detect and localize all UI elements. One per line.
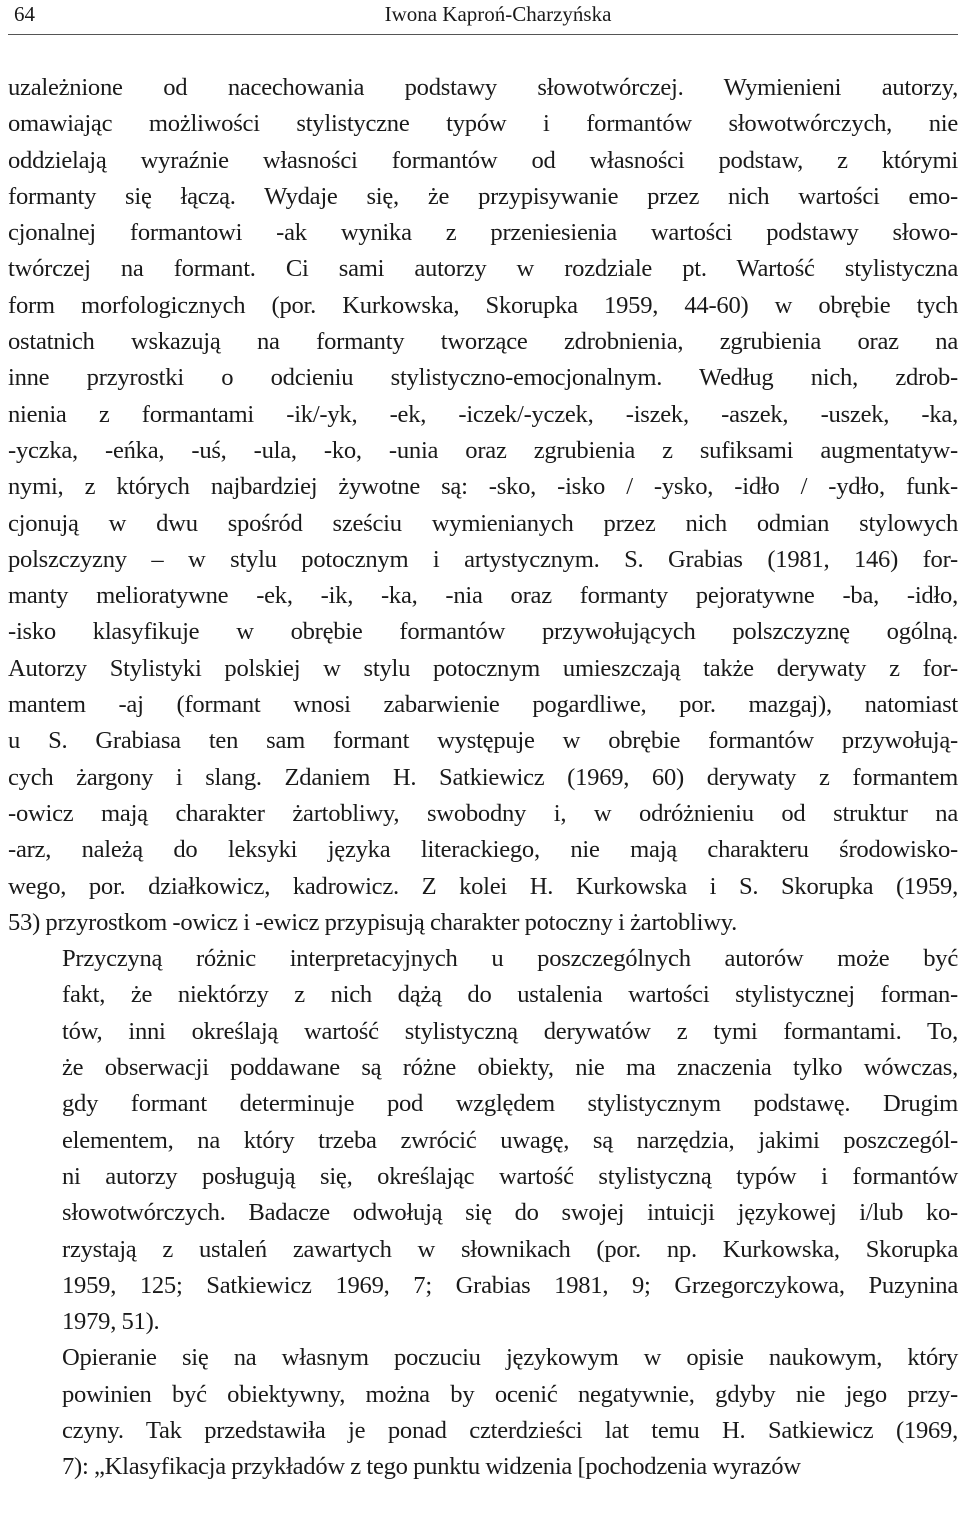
text-line: inne przyrostki o odcieniu stylistyczno-emocjonalnym. Według nich, zdrob- <box>8 364 958 392</box>
text-line: 7): „Klasyfikacja przykładów z tego punktu widzenia [pochodzenia wyrazów <box>62 1453 801 1481</box>
text-line: wego, por. działkowicz, kadrowicz. Z kolei H. Kurkowska i S. Skorupka (1959, <box>8 872 958 900</box>
page-number: 64 <box>14 2 35 26</box>
running-head-author: Iwona Kaproń-Charzyńska <box>384 2 612 26</box>
text-line: Autorzy Stylistyki polskiej w stylu potocznym umieszczają także derywaty z for- <box>8 654 958 682</box>
text-line: powinien być obiektywny, można by ocenić negatywnie, gdyby nie jego przy- <box>62 1380 958 1408</box>
text-line: polszczyzny – w stylu potocznym i artystycznym. S. Grabias (1981, 146) for- <box>8 545 958 573</box>
text-line: cych żargony i slang. Zdaniem H. Satkiewicz (1969, 60) derywaty z formantem <box>8 763 958 791</box>
text-line: -isko klasyfikuje w obrębie formantów przywołujących polszczyznę ogólną. <box>8 618 958 646</box>
text-line: oddzielają wyraźnie własności formantów od własności podstaw, z którymi <box>8 146 958 174</box>
text-line: -owicz mają charakter żartobliwy, swobodny i, w odróżnieniu od struktur na <box>8 799 958 827</box>
text-line: Przyczyną różnic interpretacyjnych u poszczególnych autorów może być <box>62 945 958 973</box>
text-line: omawiając możliwości stylistyczne typów i formantów słowotwórczych, nie <box>8 110 958 138</box>
text-line: Opieranie się na własnym poczuciu językowym w opisie naukowym, który <box>62 1344 958 1372</box>
text-line: gdy formant determinuje pod względem stylistycznym podstawę. Drugim <box>62 1090 958 1118</box>
text-line: tów, inni określają wartość stylistyczną derywatów z tymi formantami. To, <box>62 1017 958 1045</box>
text-line: elementem, na który trzeba zwrócić uwagę, są narzędzia, jakimi poszczegól- <box>62 1126 958 1154</box>
text-line: słowotwórczych. Badacze odwołują się do swojej intuicji językowej i/lub ko- <box>62 1199 958 1227</box>
text-line: twórczej na formant. Ci sami autorzy w rozdziale pt. Wartość stylistyczna <box>8 255 958 283</box>
paragraph <box>8 70 958 941</box>
text-line: ni autorzy posługują się, określając wartość stylistyczną typów i formantów <box>62 1162 958 1190</box>
text-line: 53) przyrostkom -owicz i -ewicz przypisują charakter potoczny i żartobliwy. <box>8 908 738 936</box>
text-line: że obserwacji poddawane są różne obiekty, nie ma znaczenia tylko wówczas, <box>62 1054 958 1082</box>
text-line: u S. Grabiasa ten sam formant występuje w obrębie formantów przywołują- <box>8 727 958 755</box>
text-line: -yczka, -eńka, -uś, -ula, -ko, -unia oraz zgrubienia z sufiksami augmentatyw- <box>8 436 958 464</box>
body-text <box>8 70 958 1486</box>
running-header <box>8 0 958 35</box>
text-line: mantem -aj (formant wnosi zabarwienie pogardliwe, por. mazgaj), natomiast <box>8 691 958 719</box>
text-line: formanty się łączą. Wydaje się, że przypisywanie przez nich wartości emo- <box>8 182 958 210</box>
text-line: 1959, 125; Satkiewicz 1969, 7; Grabias 1981, 9; Grzegorczykowa, Puzynina <box>62 1271 958 1299</box>
paragraph <box>8 1340 958 1485</box>
text-line: nienia z formantami -ik/-yk, -ek, -iczek/-yczek, -iszek, -aszek, -uszek, -ka, <box>8 400 958 428</box>
text-line: 1979, 51). <box>62 1308 160 1336</box>
text-line: cjonalnej formantowi -ak wynika z przeniesienia wartości podstawy słowo- <box>8 219 958 247</box>
text-line: fakt, że niektórzy z nich dążą do ustalenia wartości stylistycznej forman- <box>62 981 958 1009</box>
text-line: czyny. Tak przedstawiła je ponad czterdzieści lat temu H. Satkiewicz (1969, <box>62 1416 958 1444</box>
text-line: form morfologicznych (por. Kurkowska, Skorupka 1959, 44-60) w obrębie tych <box>8 291 958 319</box>
text-line: cjonują w dwu spośród sześciu wymienianych przez nich odmian stylowych <box>8 509 958 537</box>
text-line: uzależnione od nacechowania podstawy słowotwórczej. Wymienieni autorzy, <box>8 74 958 101</box>
text-line: manty melioratywne -ek, -ik, -ka, -nia oraz formanty pejoratywne -ba, -idło, <box>8 582 958 610</box>
text-line: nymi, z których najbardziej żywotne są: -sko, -isko / -ysko, -idło / -ydło, funk- <box>8 473 958 501</box>
paragraph <box>8 941 958 1340</box>
text-line: ostatnich wskazują na formanty tworzące zdrobnienia, zgrubienia oraz na <box>8 328 958 356</box>
text-line: rzystają z ustaleń zawartych w słownikach (por. np. Kurkowska, Skorupka <box>62 1235 958 1263</box>
text-line: -arz, należą do leksyki języka literackiego, nie mają charakteru środowisko- <box>8 836 958 864</box>
